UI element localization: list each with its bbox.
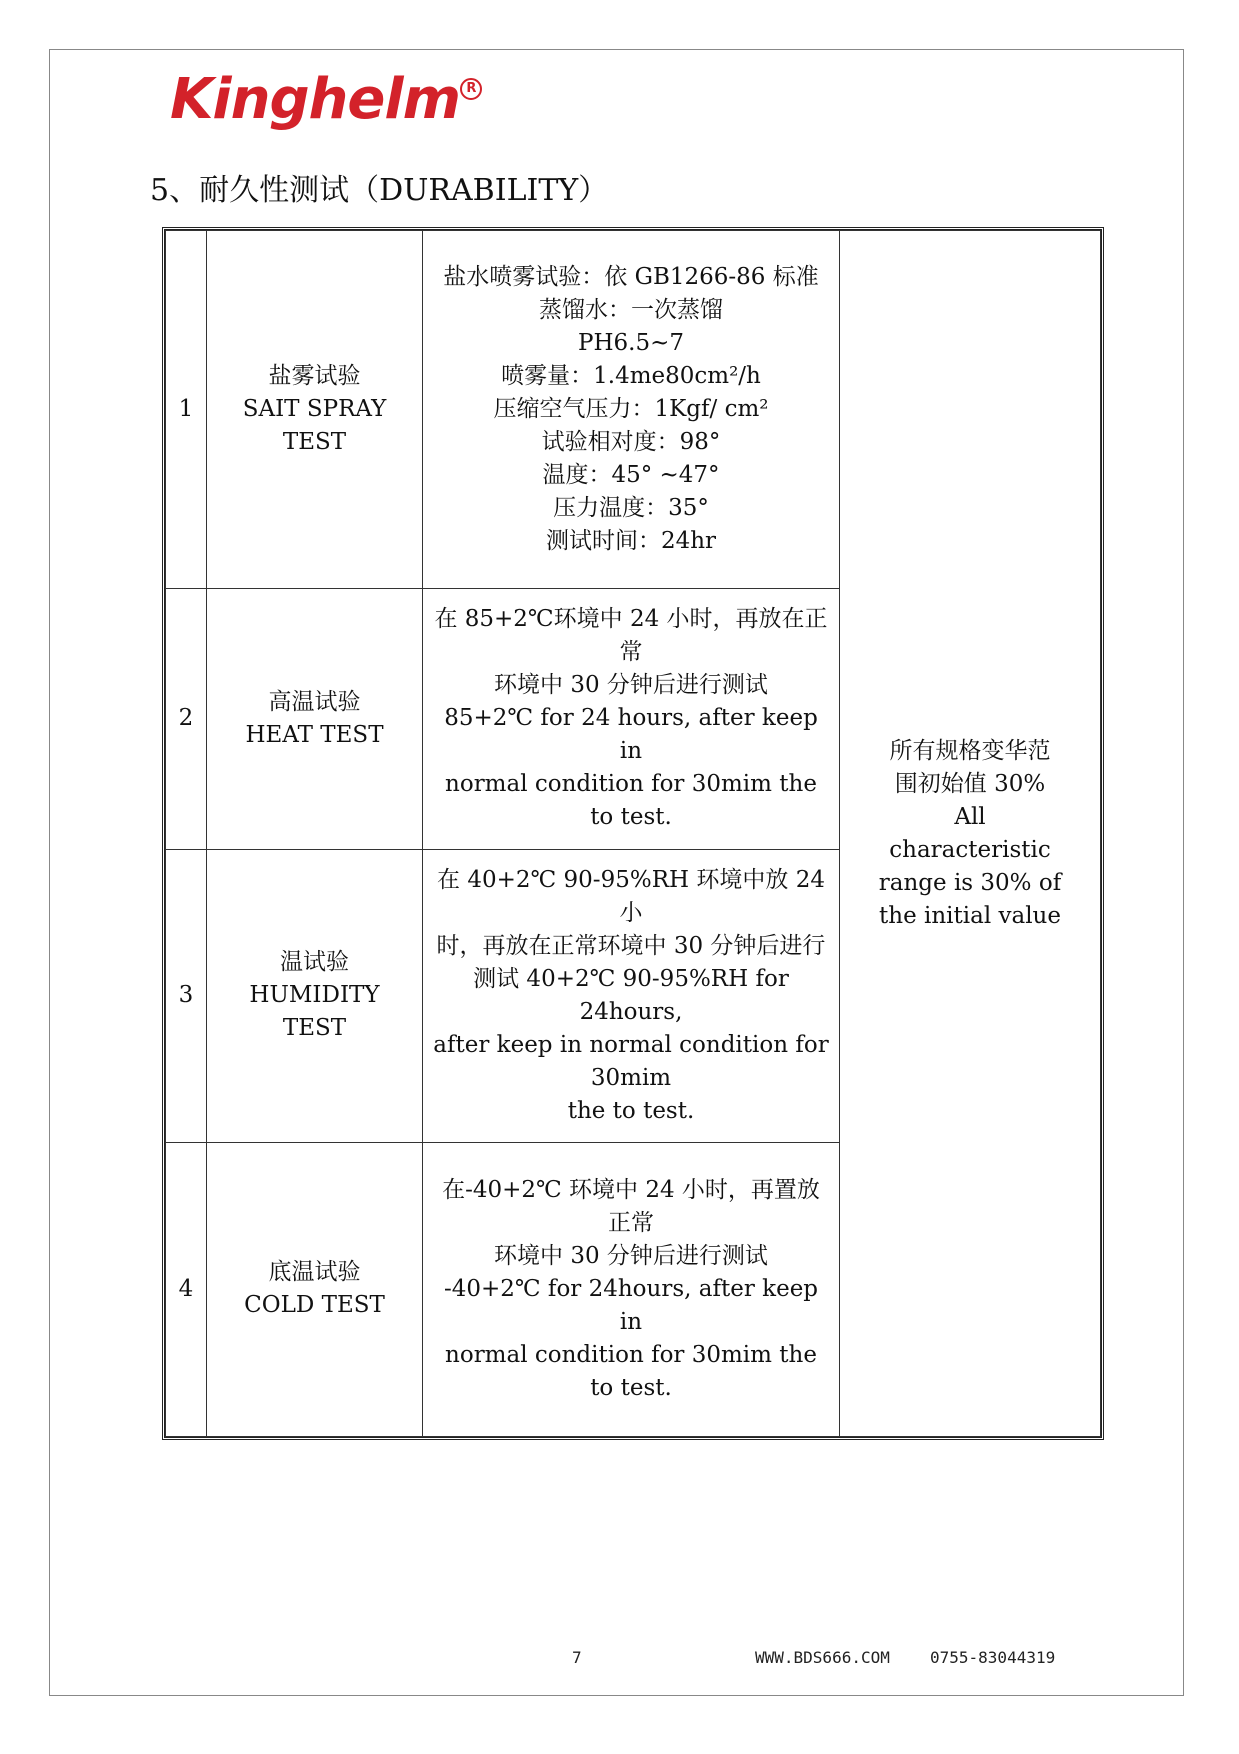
- condition-line: normal condition for 30mim the to test.: [445, 771, 817, 831]
- condition-line: 试验相对度：98°: [541, 428, 721, 455]
- condition-line: 温度：45° ~47°: [542, 461, 720, 488]
- test-name: [207, 850, 423, 1142]
- condition-line: 环境中 30 分钟后进行测试: [494, 1242, 768, 1269]
- acceptance-criteria: [840, 231, 1101, 1437]
- durability-table: [162, 227, 1104, 1440]
- condition-line: 压力温度：35°: [553, 494, 709, 521]
- condition-line: 环境中 30 分钟后进行测试: [494, 672, 768, 699]
- condition-line: 85+2℃ for 24 hours, after keep in: [444, 705, 818, 765]
- criteria-line: All: [954, 803, 986, 830]
- test-name: [207, 231, 423, 589]
- condition-line: 喷雾量：1.4me80cm²/h: [501, 362, 761, 389]
- condition-line: normal condition for 30mim the to test.: [445, 1341, 817, 1401]
- test-name-line: HEAT TEST: [245, 721, 384, 748]
- criteria-line: range is 30% of: [878, 869, 1062, 896]
- condition-line: after keep in normal condition for 30mim: [433, 1031, 829, 1091]
- test-name-line: TEST: [282, 428, 347, 455]
- test-condition: [423, 850, 840, 1142]
- test-name-line: COLD TEST: [244, 1292, 385, 1319]
- condition-line: -40+2℃ for 24hours, after keep in: [443, 1275, 819, 1335]
- test-name-line: 高温试验: [268, 688, 361, 715]
- footer-phone: 0755-83044319: [930, 1648, 1056, 1667]
- condition-line: 盐水喷雾试验：依 GB1266-86 标准: [443, 263, 819, 290]
- condition-line: 在 40+2℃ 90-95%RH 环境中放 24 小: [437, 866, 825, 926]
- test-name-line: HUMIDITY TEST: [249, 982, 380, 1042]
- condition-line: the to test.: [567, 1097, 695, 1124]
- test-name-line: 底温试验: [268, 1259, 361, 1286]
- logo-text: Kinghelm: [170, 67, 460, 132]
- test-condition: [423, 231, 840, 589]
- kinghelm-logo: [170, 67, 476, 132]
- criteria-line: characteristic: [889, 836, 1051, 863]
- test-name-line: 盐雾试验: [268, 362, 361, 389]
- registered-mark-icon: R: [460, 78, 482, 100]
- criteria-line: 所有规格变华范: [889, 737, 1051, 764]
- row-number: 3: [166, 850, 207, 1142]
- condition-line: PH6.5~7: [577, 329, 684, 356]
- row-number: 1: [166, 231, 207, 589]
- row-number: 2: [166, 588, 207, 849]
- test-condition: [423, 1142, 840, 1436]
- test-name-line: 温试验: [280, 949, 349, 976]
- table-row: [166, 231, 1101, 589]
- test-name: [207, 1142, 423, 1436]
- condition-line: 压缩空气压力：1Kgf/ cm²: [493, 395, 769, 422]
- condition-line: 在-40+2℃ 环境中 24 小时，再置放正常: [442, 1176, 820, 1236]
- criteria-line: 围初始值 30%: [894, 770, 1046, 797]
- row-number: 4: [166, 1142, 207, 1436]
- test-condition: [423, 588, 840, 849]
- footer-website: WWW.BDS666.COM: [755, 1648, 890, 1667]
- condition-line: 在 85+2℃环境中 24 小时，再放在正常: [434, 606, 828, 666]
- test-name-line: SAIT SPRAY: [242, 395, 387, 422]
- condition-line: 蒸馏水：一次蒸馏: [539, 296, 723, 323]
- condition-line: 测试 40+2℃ 90-95%RH for 24hours,: [473, 965, 789, 1025]
- condition-line: 时，再放在正常环境中 30 分钟后进行: [436, 932, 826, 959]
- condition-line: 测试时间：24hr: [545, 527, 717, 554]
- criteria-line: the initial value: [879, 902, 1061, 929]
- test-name: [207, 588, 423, 849]
- section-title: 5、耐久性测试（DURABILITY）: [150, 173, 609, 208]
- page-number: 7: [572, 1648, 582, 1667]
